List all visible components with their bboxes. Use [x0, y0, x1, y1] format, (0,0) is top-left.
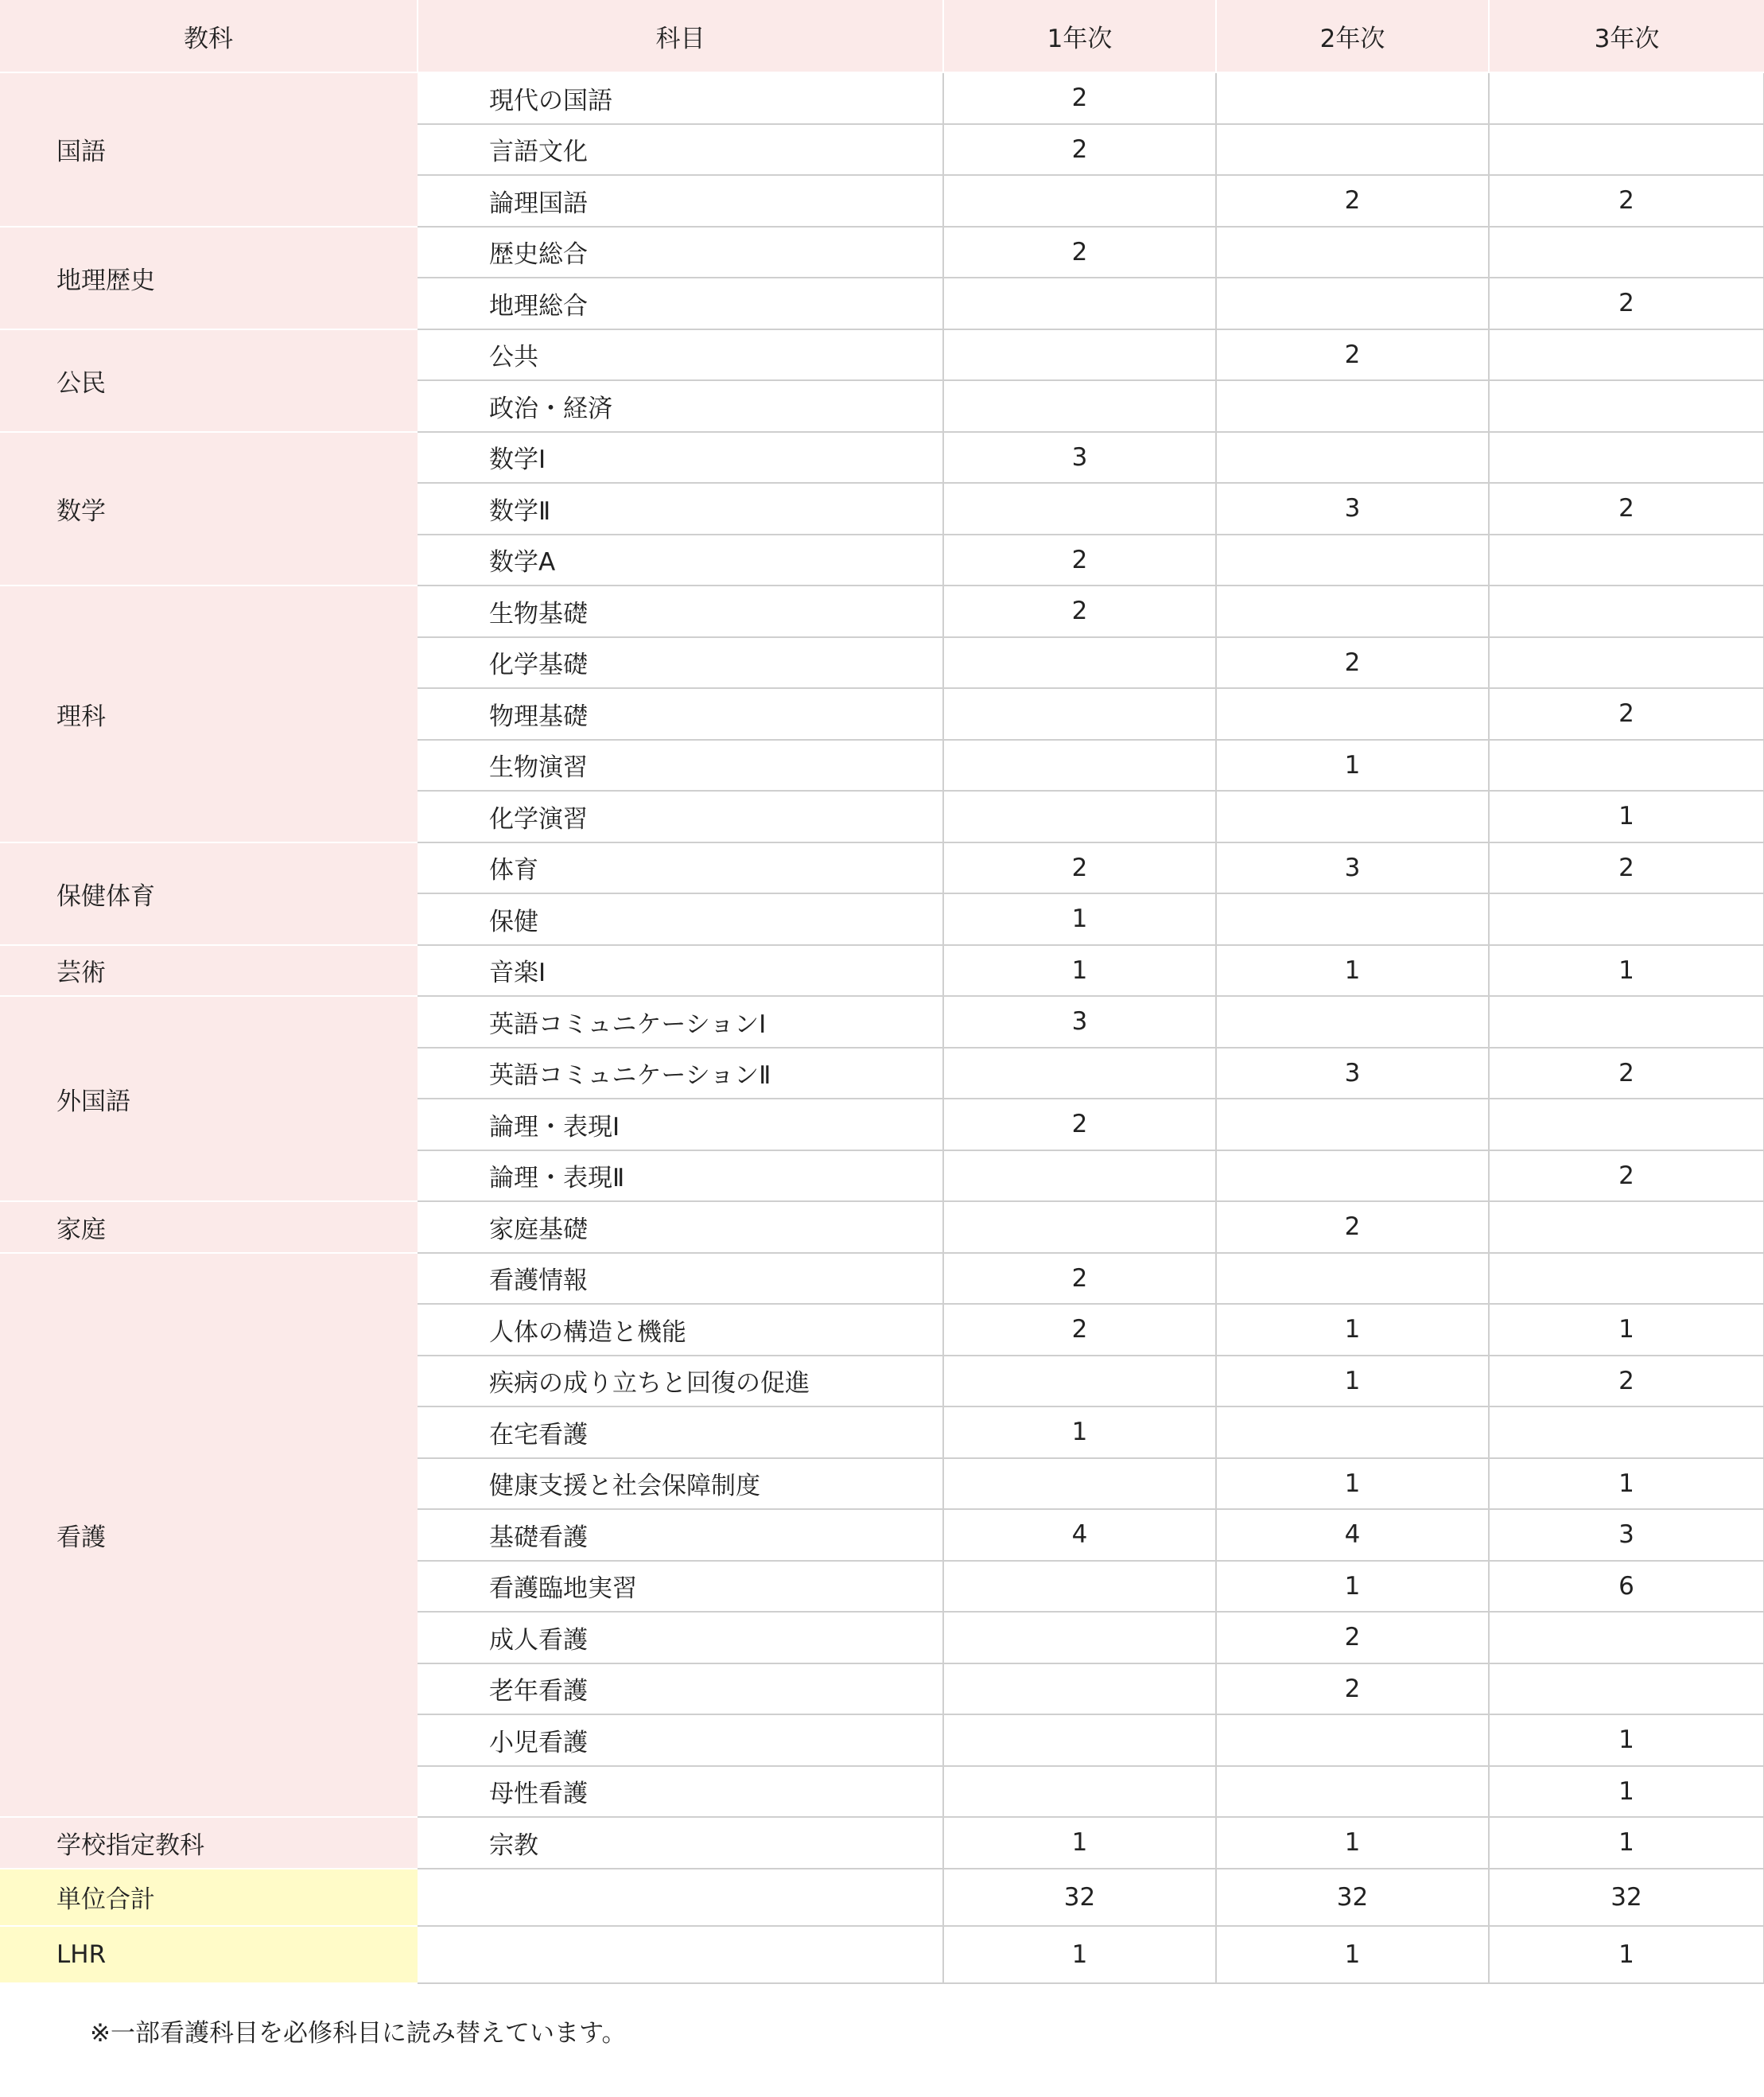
header-year2: 2年次 [1216, 0, 1489, 72]
subject-area-cell: 学校指定教科 [0, 1817, 418, 1869]
credits-year3-cell: 6 [1489, 1561, 1764, 1613]
credits-year3-cell [1489, 1099, 1764, 1150]
table-row [0, 432, 1764, 484]
course-cell: 家庭基礎 [418, 1201, 943, 1253]
credits-year3-cell: 1 [1489, 945, 1764, 997]
credits-year2-cell: 2 [1216, 329, 1489, 381]
credits-year3-cell: 2 [1489, 842, 1764, 894]
credits-year3-cell: 2 [1489, 1048, 1764, 1099]
total-row [0, 1869, 1764, 1926]
subject-area-cell: 公民 [0, 329, 418, 432]
credits-year3-cell [1489, 893, 1764, 945]
credits-year3-cell [1489, 996, 1764, 1048]
credits-year1-cell [943, 175, 1216, 227]
course-cell: 現代の国語 [418, 72, 943, 124]
credits-year1-cell: 1 [943, 1817, 1216, 1869]
credits-year3-cell: 2 [1489, 1356, 1764, 1407]
credits-year3-cell [1489, 637, 1764, 689]
course-cell: 在宅看護 [418, 1406, 943, 1458]
credits-year2-cell [1216, 124, 1489, 176]
credits-year1-cell [943, 688, 1216, 740]
course-cell: 看護情報 [418, 1253, 943, 1305]
course-cell: 化学演習 [418, 791, 943, 842]
course-cell: 健康支援と社会保障制度 [418, 1458, 943, 1510]
credits-year3-cell [1489, 432, 1764, 484]
credits-year2-cell: 1 [1216, 1458, 1489, 1510]
subject-area-cell: 看護 [0, 1253, 418, 1818]
course-cell: 音楽Ⅰ [418, 945, 943, 997]
credits-year2-cell [1216, 1150, 1489, 1202]
credits-year2-cell [1216, 278, 1489, 329]
table-row [0, 227, 1764, 278]
course-cell: 生物基礎 [418, 586, 943, 637]
credits-year3-cell [1489, 227, 1764, 278]
subject-area-cell: 家庭 [0, 1201, 418, 1253]
credits-year1-cell [943, 791, 1216, 842]
credits-year1-cell [943, 740, 1216, 792]
credits-year2-cell [1216, 432, 1489, 484]
credits-year2-cell [1216, 535, 1489, 586]
credits-year2-cell [1216, 1253, 1489, 1305]
course-cell: 数学Ⅰ [418, 432, 943, 484]
credits-year3-cell [1489, 329, 1764, 381]
credits-year1-cell: 2 [943, 227, 1216, 278]
lhr-row [0, 1926, 1764, 1983]
course-cell: 数学A [418, 535, 943, 586]
credits-year3-cell: 1 [1489, 1817, 1764, 1869]
credits-year1-cell [943, 483, 1216, 535]
footnote: ※一部看護科目を必修科目に読み替えています。 [90, 2019, 627, 2048]
credits-year2-cell: 1 [1216, 740, 1489, 792]
credits-year1-cell [943, 637, 1216, 689]
credits-year2-cell: 1 [1216, 1304, 1489, 1356]
credits-year3-cell [1489, 1612, 1764, 1663]
credits-year3-cell [1489, 124, 1764, 176]
subject-area-cell: 数学 [0, 432, 418, 586]
course-cell: 老年看護 [418, 1663, 943, 1715]
course-cell: 母性看護 [418, 1766, 943, 1818]
credits-year1-cell [943, 1048, 1216, 1099]
credits-year2-cell [1216, 586, 1489, 637]
credits-year1-cell: 2 [943, 842, 1216, 894]
course-cell: 生物演習 [418, 740, 943, 792]
course-cell: 数学Ⅱ [418, 483, 943, 535]
credits-year1-cell [943, 380, 1216, 432]
credits-year2-cell: 1 [1216, 1356, 1489, 1407]
subject-area-cell: 芸術 [0, 945, 418, 997]
course-cell: 物理基礎 [418, 688, 943, 740]
subject-area-cell: 外国語 [0, 996, 418, 1201]
credits-year2-cell [1216, 1099, 1489, 1150]
subject-area-cell: 国語 [0, 72, 418, 227]
header-row [0, 0, 1764, 72]
credits-year3-cell [1489, 1253, 1764, 1305]
credits-year2-cell: 4 [1216, 1509, 1489, 1561]
credits-year3-cell: 2 [1489, 175, 1764, 227]
subject-area-cell: 保健体育 [0, 842, 418, 945]
course-cell: 論理・表現Ⅰ [418, 1099, 943, 1150]
course-cell: 看護臨地実習 [418, 1561, 943, 1613]
header-course: 科目 [418, 0, 943, 72]
credits-year2-cell [1216, 688, 1489, 740]
table-row [0, 1201, 1764, 1253]
credits-year1-cell: 3 [943, 996, 1216, 1048]
credits-year1-cell [943, 1612, 1216, 1663]
credits-year3-cell [1489, 1663, 1764, 1715]
credits-year1-cell: 1 [943, 945, 1216, 997]
course-cell: 地理総合 [418, 278, 943, 329]
credits-year1-cell [943, 1663, 1216, 1715]
total-row-year3: 32 [1489, 1869, 1764, 1926]
credits-year2-cell [1216, 1766, 1489, 1818]
course-cell: 言語文化 [418, 124, 943, 176]
table-row [0, 329, 1764, 381]
course-cell: 体育 [418, 842, 943, 894]
credits-year3-cell: 1 [1489, 1766, 1764, 1818]
credits-year1-cell [943, 1458, 1216, 1510]
credits-year1-cell [943, 1201, 1216, 1253]
credits-year2-cell [1216, 227, 1489, 278]
credits-year1-cell: 3 [943, 432, 1216, 484]
header-year1: 1年次 [943, 0, 1216, 72]
table-row [0, 996, 1764, 1048]
course-cell: 小児看護 [418, 1714, 943, 1766]
credits-year2-cell: 2 [1216, 637, 1489, 689]
credits-year1-cell [943, 1714, 1216, 1766]
course-cell: 論理国語 [418, 175, 943, 227]
credits-year3-cell [1489, 740, 1764, 792]
credits-year2-cell [1216, 1714, 1489, 1766]
lhr-row-course-cell [418, 1926, 943, 1983]
credits-year2-cell: 1 [1216, 945, 1489, 997]
course-cell: 保健 [418, 893, 943, 945]
course-cell: 基礎看護 [418, 1509, 943, 1561]
table-row [0, 945, 1764, 997]
credits-year1-cell [943, 1766, 1216, 1818]
header-year3: 3年次 [1489, 0, 1764, 72]
credits-year1-cell [943, 1561, 1216, 1613]
credits-year3-cell [1489, 586, 1764, 637]
course-cell: 化学基礎 [418, 637, 943, 689]
credits-year2-cell: 2 [1216, 1612, 1489, 1663]
subject-area-cell: 地理歴史 [0, 227, 418, 329]
credits-year3-cell [1489, 535, 1764, 586]
credits-year1-cell: 2 [943, 586, 1216, 637]
credits-year3-cell: 3 [1489, 1509, 1764, 1561]
credits-year1-cell [943, 278, 1216, 329]
lhr-row-year2: 1 [1216, 1926, 1489, 1983]
table-row [0, 1817, 1764, 1869]
course-cell: 歴史総合 [418, 227, 943, 278]
credits-year2-cell: 3 [1216, 1048, 1489, 1099]
course-cell: 疾病の成り立ちと回復の促進 [418, 1356, 943, 1407]
credits-year3-cell: 1 [1489, 1304, 1764, 1356]
course-cell: 政治・経済 [418, 380, 943, 432]
credits-year1-cell: 1 [943, 1406, 1216, 1458]
credits-year3-cell [1489, 1201, 1764, 1253]
credits-year2-cell [1216, 893, 1489, 945]
course-cell: 英語コミュニケーションⅡ [418, 1048, 943, 1099]
course-cell: 公共 [418, 329, 943, 381]
credits-year1-cell: 2 [943, 535, 1216, 586]
credits-year1-cell [943, 329, 1216, 381]
table-row [0, 72, 1764, 124]
credits-year3-cell: 1 [1489, 1458, 1764, 1510]
credits-year3-cell [1489, 1406, 1764, 1458]
credits-year3-cell: 1 [1489, 791, 1764, 842]
credits-year3-cell: 2 [1489, 278, 1764, 329]
header-subject-area: 教科 [0, 0, 418, 72]
total-row-label: 単位合計 [0, 1869, 418, 1926]
course-cell: 成人看護 [418, 1612, 943, 1663]
credits-year1-cell: 2 [943, 1304, 1216, 1356]
credits-year3-cell: 2 [1489, 483, 1764, 535]
credits-year1-cell [943, 1356, 1216, 1407]
lhr-row-label: LHR [0, 1926, 418, 1983]
credits-year2-cell [1216, 1406, 1489, 1458]
credits-year2-cell [1216, 791, 1489, 842]
credits-year2-cell: 2 [1216, 1201, 1489, 1253]
table-body [0, 72, 1764, 1983]
credits-year3-cell [1489, 380, 1764, 432]
lhr-row-year3: 1 [1489, 1926, 1764, 1983]
credits-year2-cell [1216, 380, 1489, 432]
course-cell: 人体の構造と機能 [418, 1304, 943, 1356]
credits-year1-cell: 1 [943, 893, 1216, 945]
credits-year2-cell [1216, 72, 1489, 124]
course-cell: 論理・表現Ⅱ [418, 1150, 943, 1202]
lhr-row-year1: 1 [943, 1926, 1216, 1983]
total-row-year2: 32 [1216, 1869, 1489, 1926]
credits-year3-cell [1489, 72, 1764, 124]
credits-year2-cell: 3 [1216, 483, 1489, 535]
table-header [0, 0, 1764, 72]
credits-year2-cell: 2 [1216, 175, 1489, 227]
subject-area-cell: 理科 [0, 586, 418, 842]
credits-year3-cell: 2 [1489, 1150, 1764, 1202]
credits-year2-cell: 1 [1216, 1817, 1489, 1869]
table-row [0, 586, 1764, 637]
course-cell: 宗教 [418, 1817, 943, 1869]
credits-year2-cell [1216, 996, 1489, 1048]
total-row-course-cell [418, 1869, 943, 1926]
credits-year1-cell: 2 [943, 1253, 1216, 1305]
table-row [0, 842, 1764, 894]
credits-year1-cell: 2 [943, 1099, 1216, 1150]
credits-year3-cell: 2 [1489, 688, 1764, 740]
course-cell: 英語コミュニケーションⅠ [418, 996, 943, 1048]
credits-year1-cell: 2 [943, 72, 1216, 124]
credits-year3-cell: 1 [1489, 1714, 1764, 1766]
credits-year2-cell: 3 [1216, 842, 1489, 894]
credits-year1-cell [943, 1150, 1216, 1202]
credits-year2-cell: 2 [1216, 1663, 1489, 1715]
credits-year2-cell: 1 [1216, 1561, 1489, 1613]
credits-year1-cell: 2 [943, 124, 1216, 176]
credits-year1-cell: 4 [943, 1509, 1216, 1561]
total-row-year1: 32 [943, 1869, 1216, 1926]
table-row [0, 1253, 1764, 1305]
